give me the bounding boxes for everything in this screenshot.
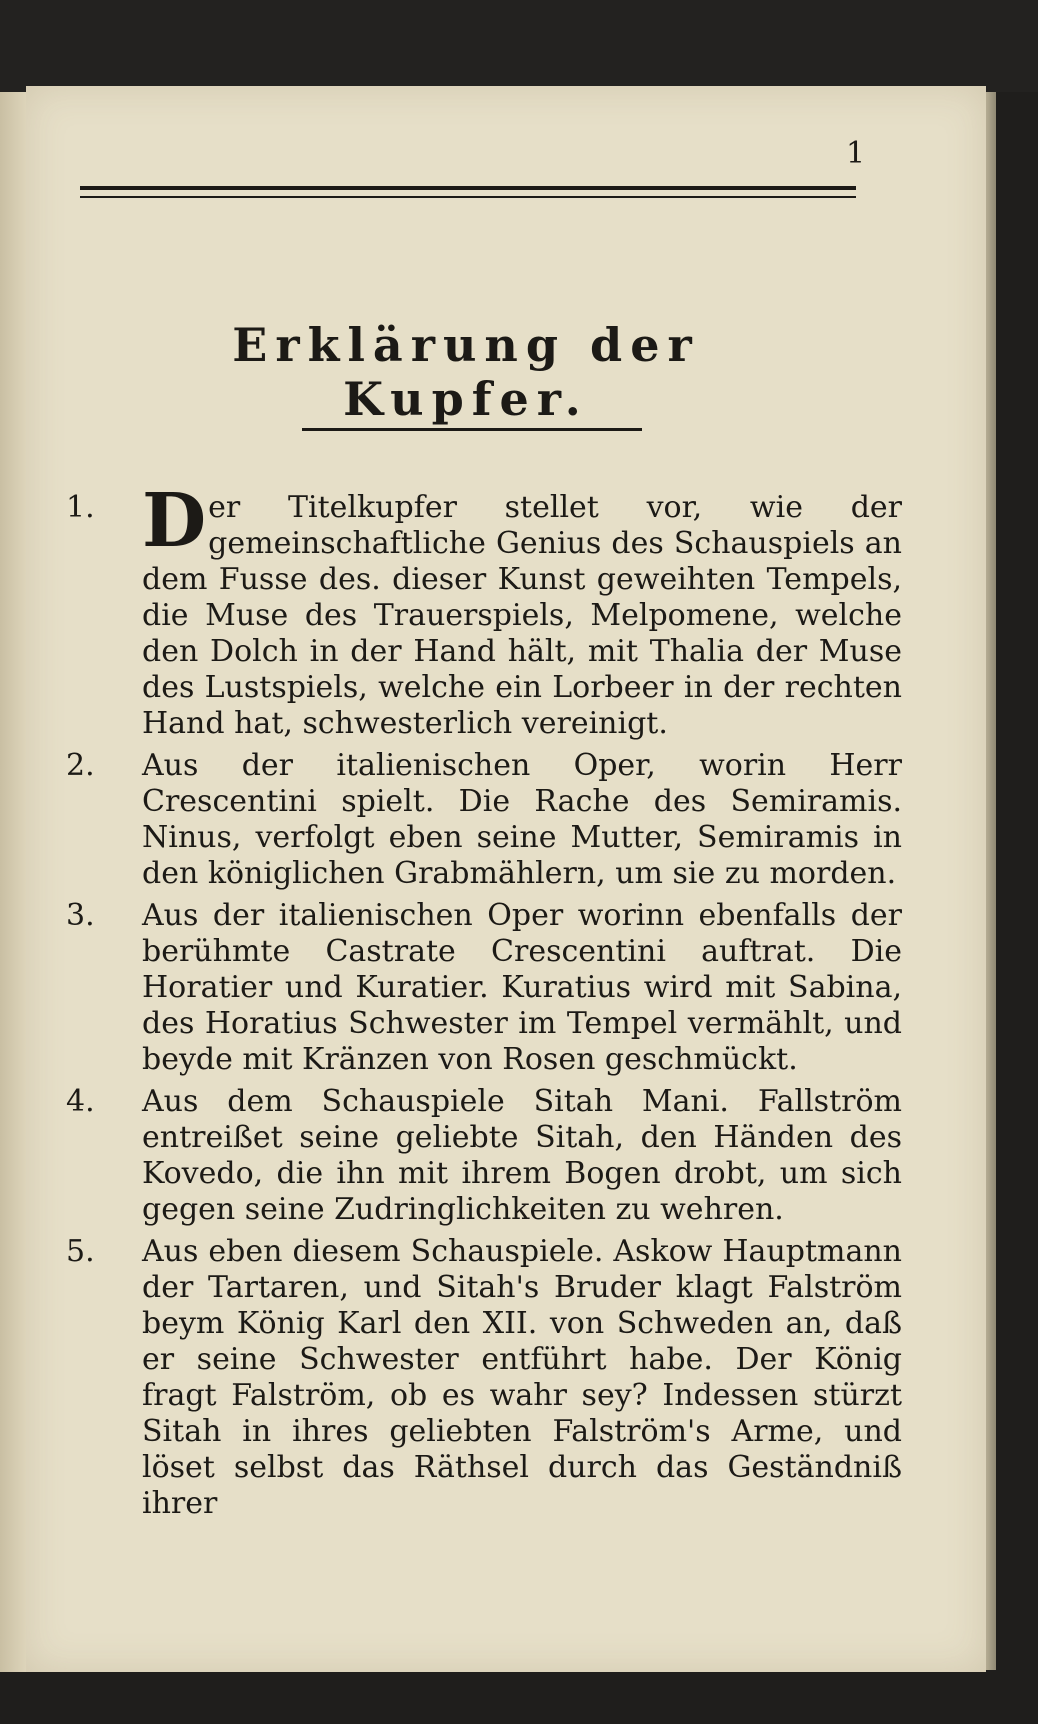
book-page (26, 86, 986, 1672)
header-double-rule (80, 186, 856, 198)
entry-text: er Titelkupfer stellet vor, wie der gemeinschaftliche Genius des Schauspiels an dem Fusse des. dieser Kunst geweihten Tempels, die Muse des Trauerspiels, Melpomene, welche den Dolch in der Hand hält, mit Thalia der Muse des Lustspiels, welche ein Lorbeer in der rechten Hand hat, schwesterlich vereinigt. (142, 490, 902, 741)
entry-4 (66, 1084, 906, 1228)
background (0, 0, 1038, 92)
entry-5 (66, 1234, 906, 1522)
entry-3 (66, 898, 906, 1078)
entry-1 (66, 478, 906, 742)
entry-number: 4. (66, 1084, 95, 1119)
entry-list (66, 478, 906, 1528)
entry-text: Aus der italienischen Oper worinn ebenfalls der berühmte Castrate Crescentini auftrat. Die Horatier und Kuratier. Kuratius wird mit Sabina, des Horatius Schwester im Tempel vermählt, und beyde mit Kränzen von Rosen geschmückt. (142, 898, 902, 1077)
drop-capital: D (142, 478, 207, 564)
entry-number: 5. (66, 1234, 95, 1269)
entry-number: 2. (66, 748, 95, 783)
heading-rule (302, 428, 642, 431)
page-number: 1 (846, 136, 866, 171)
entry-2 (66, 748, 906, 892)
facing-page-edge (0, 92, 28, 1672)
entry-text: Aus eben diesem Schauspiele. Askow Hauptmann der Tartaren, und Sitah's Bruder klagt Falström beym König Karl den XII. von Schweden an, daß er seine Schwester entführt habe. Der König fragt Falström, ob es wahr sey? Indessen stürzt Sitah in ihres geliebten Falström's Arme, und löset selbst das Räthsel durch das Geständniß ihrer (142, 1234, 902, 1521)
entry-number: 1. (66, 490, 95, 525)
entry-text: Aus der italienischen Oper, worin Herr Crescentini spielt. Die Rache des Semiramis. Ninus, verfolgt eben seine Mutter, Semiramis in den königlichen Grabmählern, um sie zu morden. (142, 748, 902, 891)
entry-text: Aus dem Schauspiele Sitah Mani. Fallström entreißet seine geliebte Sitah, den Händen des Kovedo, die ihn mit ihrem Bogen drobt, um sich gegen seine Zudringlichkeiten zu wehren. (142, 1084, 902, 1227)
entry-number: 3. (66, 898, 95, 933)
page-heading: Erklärung der Kupfer. (232, 318, 700, 426)
